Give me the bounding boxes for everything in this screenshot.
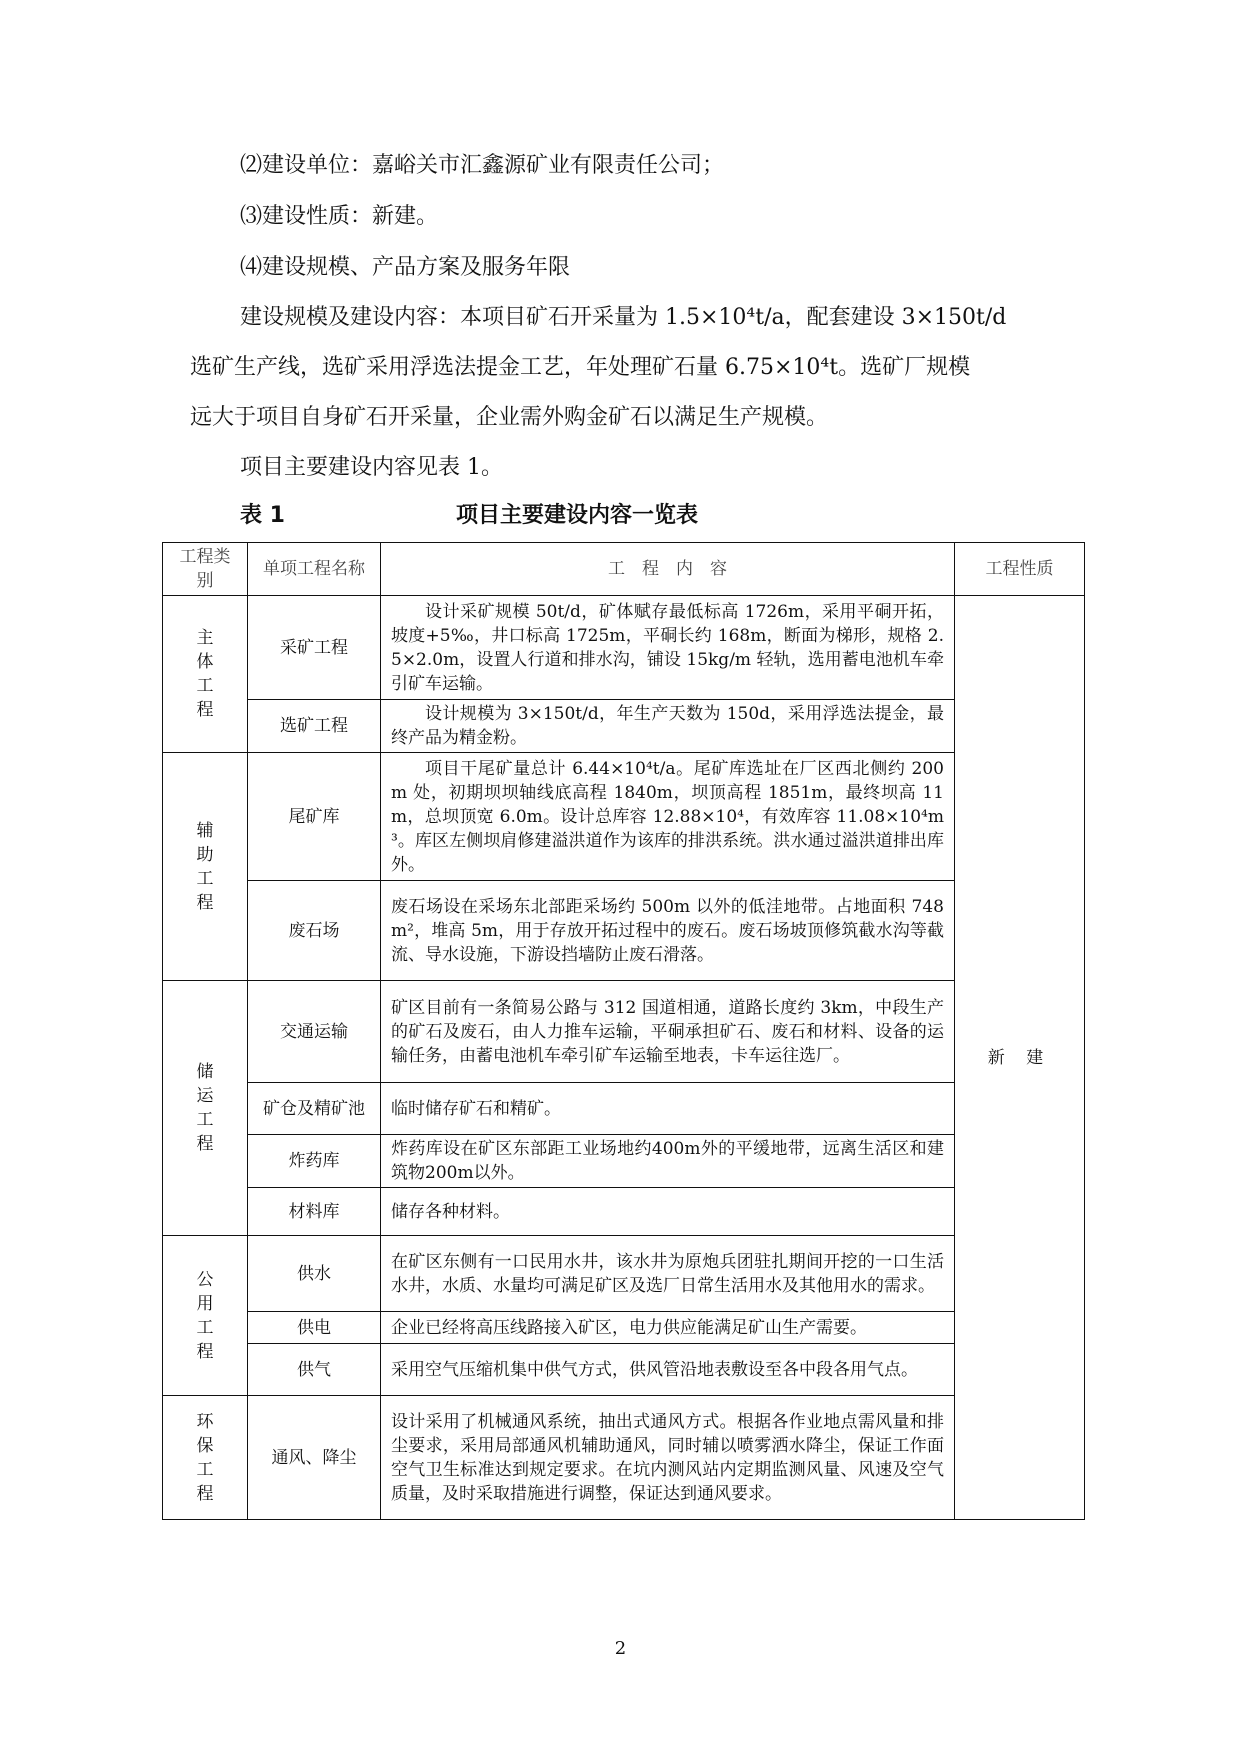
table-row bbox=[163, 1236, 1085, 1312]
name-cell: 尾矿库 bbox=[248, 753, 381, 881]
content-cell: 采用空气压缩机集中供气方式，供风管沿地表敷设至各中段各用气点。 bbox=[381, 1344, 955, 1396]
name-cell: 选矿工程 bbox=[248, 700, 381, 753]
table-caption-title: 项目主要建设内容一览表 bbox=[456, 503, 699, 528]
content-cell: 设计规模为 3×150t/d，年生产天数为 150d，采用浮选法提金，最终产品为精金粉。 bbox=[381, 700, 955, 753]
content-cell: 企业已经将高压线路接入矿区，电力供应能满足矿山生产需要。 bbox=[381, 1312, 955, 1344]
name-cell: 通风、降尘 bbox=[248, 1396, 381, 1520]
name-cell: 供电 bbox=[248, 1312, 381, 1344]
category-cell: 储运工程 bbox=[163, 981, 248, 1236]
header-content: 工 程 内 容 bbox=[381, 543, 955, 596]
name-cell: 交通运输 bbox=[248, 981, 381, 1083]
paragraph-construction-nature: ⑶建设性质：新建。 bbox=[240, 204, 439, 229]
name-cell: 供水 bbox=[248, 1236, 381, 1312]
header-nature: 工程性质 bbox=[955, 543, 1085, 596]
paragraph-scale-line-2: 选矿生产线，选矿采用浮选法提金工艺，年处理矿石量 6.75×10⁴t。选矿厂规模 bbox=[190, 355, 971, 380]
construction-content-table bbox=[162, 542, 1085, 1520]
category-cell: 辅助工程 bbox=[163, 753, 248, 981]
table-caption-number: 表 1 bbox=[240, 503, 285, 528]
table-header-row bbox=[163, 543, 1085, 596]
content-cell: 设计采用了机械通风系统，抽出式通风方式。根据各作业地点需风量和排尘要求，采用局部通风机辅助通风，同时辅以喷雾洒水降尘，保证工作面空气卫生标准达到规定要求。在坑内测风站内定期监测风量、风速及空气质量，及时采取措施进行调整，保证达到通风要求。 bbox=[381, 1396, 955, 1520]
content-cell: 矿区目前有一条简易公路与 312 国道相通，道路长度约 3km，中段生产的矿石及废石，由人力推车运输，平硐承担矿石、废石和材料、设备的运输任务，由蓄电池机车牵引矿车运输至地表，卡车运往选厂。 bbox=[381, 981, 955, 1083]
category-cell: 公用工程 bbox=[163, 1236, 248, 1396]
content-cell: 在矿区东侧有一口民用水井，该水井为原炮兵团驻扎期间开挖的一口生活水井，水质、水量均可满足矿区及选厂日常生活用水及其他用水的需求。 bbox=[381, 1236, 955, 1312]
table-row bbox=[163, 1312, 1085, 1344]
category-cell: 环保工程 bbox=[163, 1396, 248, 1520]
name-cell: 炸药库 bbox=[248, 1135, 381, 1188]
paragraph-scale-line-3: 远大于项目自身矿石开采量，企业需外购金矿石以满足生产规模。 bbox=[190, 405, 829, 430]
name-cell: 采矿工程 bbox=[248, 596, 381, 700]
page-number: 2 bbox=[614, 1638, 627, 1659]
header-category: 工程类别 bbox=[163, 543, 248, 596]
table-row bbox=[163, 1188, 1085, 1236]
name-cell: 供气 bbox=[248, 1344, 381, 1396]
table-row bbox=[163, 700, 1085, 753]
paragraph-table-reference: 项目主要建设内容见表 1。 bbox=[240, 455, 503, 480]
table-row bbox=[163, 1396, 1085, 1520]
table-row bbox=[163, 1083, 1085, 1135]
content-cell: 设计采矿规模 50t/d，矿体赋存最低标高 1726m，采用平硐开拓，坡度+5‰，井口标高 1725m，平硐长约 168m，断面为梯形，规格 2.5×2.0m，设置人行道和排水沟，铺设 15kg/m 轻轨，选用蓄电池机车牵引矿车运输。 bbox=[381, 596, 955, 700]
table-row bbox=[163, 981, 1085, 1083]
paragraph-scale-heading: ⑷建设规模、产品方案及服务年限 bbox=[240, 255, 571, 280]
table-row bbox=[163, 1344, 1085, 1396]
content-cell: 临时储存矿石和精矿。 bbox=[381, 1083, 955, 1135]
content-cell: 炸药库设在矿区东部距工业场地约400m外的平缓地带，远离生活区和建筑物200m以外。 bbox=[381, 1135, 955, 1188]
header-name: 单项工程名称 bbox=[248, 543, 381, 596]
table-row bbox=[163, 881, 1085, 981]
content-cell: 项目干尾矿量总计 6.44×10⁴t/a。尾矿库选址在厂区西北侧约 200m 处，初期坝坝轴线底高程 1840m，坝顶高程 1851m，最终坝高 11m，总坝顶宽 6.0m。设计总库容 12.88×10⁴，有效库容 11.08×10⁴m³。库区左侧坝肩修建溢洪道作为该库的排洪系统。洪水通过溢洪道排出库外。 bbox=[381, 753, 955, 881]
table-row bbox=[163, 596, 1085, 700]
paragraph-scale-line-1: 建设规模及建设内容：本项目矿石开采量为 1.5×10⁴t/a，配套建设 3×150t/d bbox=[240, 305, 1007, 330]
name-cell: 废石场 bbox=[248, 881, 381, 981]
category-cell: 主体工程 bbox=[163, 596, 248, 753]
table-row bbox=[163, 753, 1085, 881]
nature-cell: 新 建 bbox=[955, 596, 1085, 1520]
content-cell: 废石场设在采场东北部距采场约 500m 以外的低洼地带。占地面积 748m²，堆高 5m，用于存放开拓过程中的废石。废石场坡顶修筑截水沟等截流、导水设施，下游设挡墙防止废石滑落。 bbox=[381, 881, 955, 981]
table-row bbox=[163, 1135, 1085, 1188]
content-cell: 储存各种材料。 bbox=[381, 1188, 955, 1236]
paragraph-construction-unit: ⑵建设单位：嘉峪关市汇鑫源矿业有限责任公司； bbox=[240, 153, 725, 178]
name-cell: 材料库 bbox=[248, 1188, 381, 1236]
name-cell: 矿仓及精矿池 bbox=[248, 1083, 381, 1135]
